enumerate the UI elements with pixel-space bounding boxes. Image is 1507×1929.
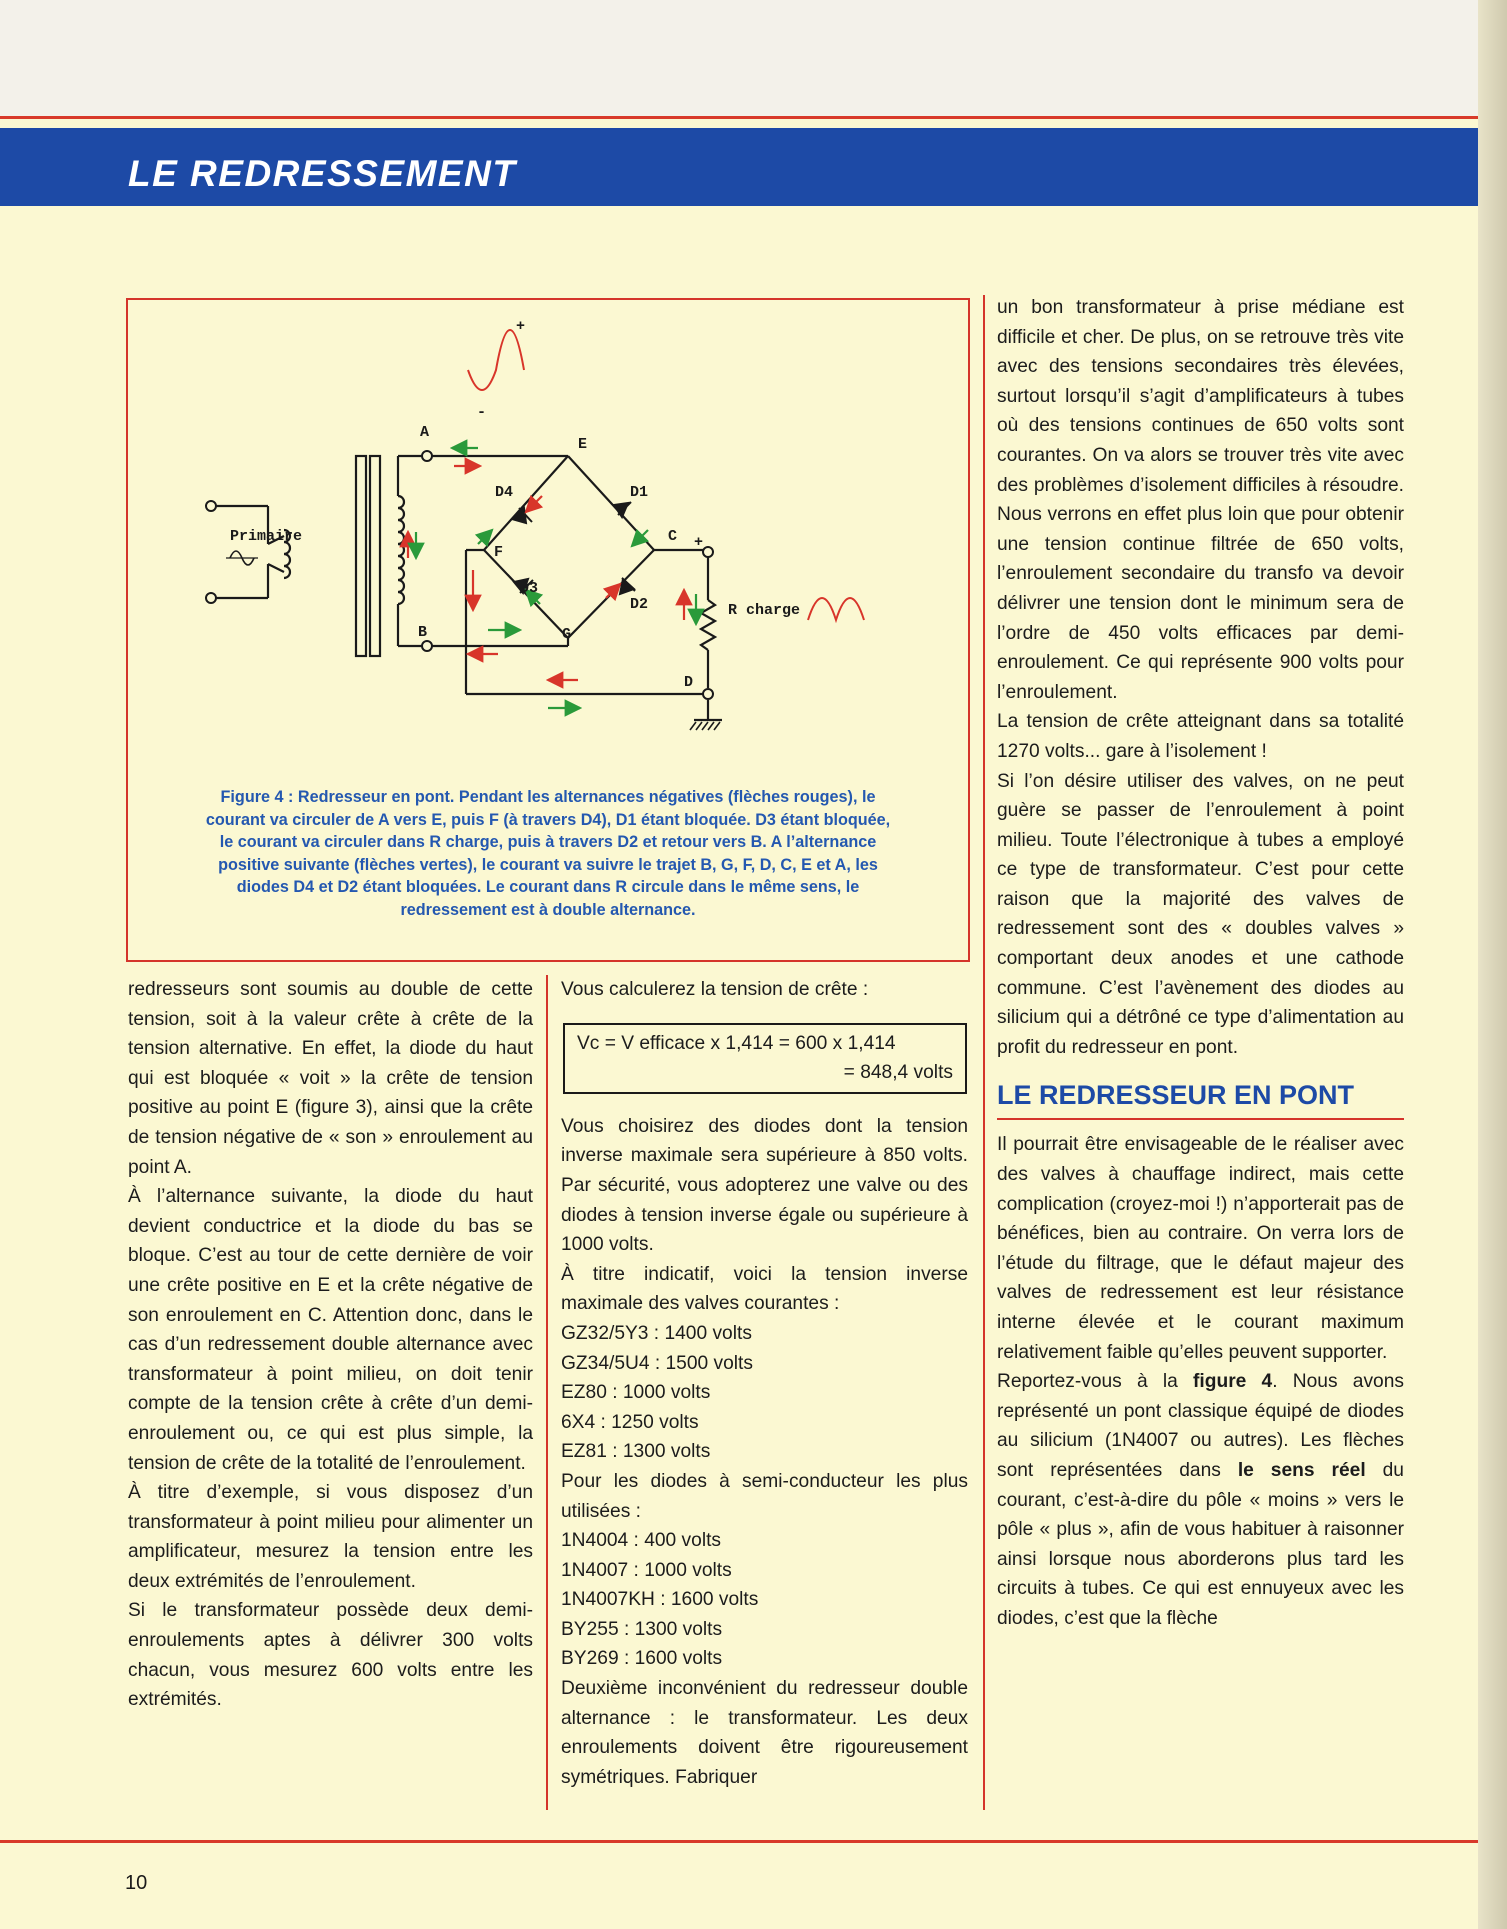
col1-paragraph-4: Si le transformateur possède deux demi-enroulements aptes à délivrer 300 volts chacun, vous mesurez 600 volts entre les extrémités.	[128, 1600, 533, 1711]
page-number: 10	[125, 1872, 148, 1894]
label-e: E	[578, 436, 588, 453]
diode-item: BY269 : 1600 volts	[561, 1648, 723, 1670]
column-divider-2	[983, 295, 985, 1810]
label-d3: D3	[520, 580, 539, 597]
formula-line-2: = 848,4 volts	[843, 1062, 953, 1084]
label-r-charge: R charge	[728, 602, 801, 619]
top-margin	[0, 0, 1507, 118]
emphasis: le sens réel	[1237, 1459, 1366, 1481]
valve-item: EZ81 : 1300 volts	[561, 1441, 711, 1463]
column-1	[128, 975, 533, 1715]
diode-item: BY255 : 1300 volts	[561, 1618, 723, 1640]
label-primaire: Primaire	[230, 528, 303, 545]
column-divider-1	[546, 975, 548, 1810]
diode-item: 1N4007 : 1000 volts	[561, 1559, 732, 1581]
crest-voltage-formula	[563, 1023, 967, 1094]
text-run: . Nous avons représenté un pont classique équipé de diodes au silicium (1N4007 ou autres). Les flèches sont représentées dans	[997, 1371, 1404, 1481]
col1-paragraph-1: redresseurs sont soumis au double de cette tension, soit à la valeur crête à crête de la tension alternative. En effet, la diode du haut qui est bloquée « voit » la crête de tension positive au point E (figure 3), ainsi que la crête de tension négative de « son » enroulement au point A.	[128, 979, 533, 1178]
col1-paragraph-3: À titre d’exemple, si vous disposez d’un transformateur à point milieu pour alimenter un amplificateur, mesurez la tension entre les deux extrémités de l’enroulement.	[128, 1482, 533, 1592]
label-plus-c: +	[694, 534, 704, 551]
col2-paragraph-3: Pour les diodes à semi-conducteur les plus utilisées :	[561, 1470, 968, 1522]
bottom-red-rule	[0, 1840, 1507, 1843]
page-title: LE REDRESSEMENT	[128, 153, 517, 194]
figure-reference: figure 4	[1193, 1371, 1273, 1393]
input-sine-wave	[468, 330, 524, 390]
label-minus-top: -	[477, 404, 487, 421]
col1-paragraph-2: À l’alternance suivante, la diode du haut devient conductrice et la diode du bas se bloque. C’est au tour de cette dernière de voir une crête positive en E et la crête négative de son enroulement en C. Attention donc, dans le cas d’un redressement double alternance avec transformateur à point milieu, on doit tenir compte de la tension crête à crête d’un demi-enroulement ou, ce qui est plus simple, la tension de crête de la totalité de l’enroulement.	[128, 1186, 533, 1474]
col3-paragraph-1: un bon transformateur à prise médiane est difficile et cher. De plus, on se retrouve très vite avec des tensions secondaires très élevées, surtout lorsqu’il s’agit d’amplificateurs à tubes où des tensions continues de 650 volts sont courantes. On va alors se trouver très vite avec des problèmes d’isolement difficiles à résoudre. Nous verrons en effet plus loin que pour obtenir une tension continue filtrée de 650 volts, l’enroulement secondaire du transfo va devoir délivrer une tension dont le minimum sera de l’ordre de 450 volts efficaces par demi-enroulement. Ce qui représente 900 volts pour l’enroulement.	[997, 297, 1404, 703]
section-heading: LE REDRESSEUR EN PONT	[997, 1078, 1404, 1120]
valve-item: 6X4 : 1250 volts	[561, 1411, 699, 1433]
top-red-rule	[0, 116, 1507, 119]
formula-line-1: Vc = V efficace x 1,414 = 600 x 1,414	[577, 1032, 896, 1054]
col3-paragraph-2: La tension de crête atteignant dans sa totalité 1270 volts... gare à l’isolement !	[997, 711, 1404, 762]
rectified-wave	[808, 598, 864, 620]
column-2	[561, 975, 968, 1792]
col2-paragraph-4: Deuxième inconvénient du redresseur double alternance : le transformateur. Les deux enroulements doivent être rigoureusement symétriques. Fabriquer	[561, 1678, 968, 1788]
page-edge-shadow	[1478, 0, 1507, 1929]
formula-intro: Vous calculerez la tension de crête :	[561, 979, 869, 1000]
diode-item: 1N4004 : 400 volts	[561, 1530, 722, 1552]
col2-paragraph-2: À titre indicatif, voici la tension inverse maximale des valves courantes :	[561, 1263, 968, 1315]
col2-paragraph-1: Vous choisirez des diodes dont la tension inverse maximale sera supérieure à 850 volts. Par sécurité, vous adopterez une valve ou des diodes à tension inverse égale ou supérieure à 1000 volts.	[561, 1115, 968, 1256]
valve-item: EZ80 : 1000 volts	[561, 1382, 711, 1404]
label-d1: D1	[630, 484, 649, 501]
col3-paragraph-3: Si l’on désire utiliser des valves, on ne peut guère se passer de l’enroulement à point milieu. Toute l’électronique à tubes a employé ce type de transformateur. C’est pour cette raison que la majorité des valves de redressement sont des « doubles valves » comportant deux anodes et une cathode commune. C’est l’avènement des diodes au silicium qui a détrôné ce type d’alimentation au profit du redresseur en pont.	[997, 770, 1404, 1058]
text-run: du courant, c’est-à-dire du pôle « moins » vers le pôle « plus », afin de vous habituer à raisonner ainsi lorsque nous aborderons plus tard les circuits à tubes. Ce qui est ennuyeux avec les diodes, c’est que la flèche	[997, 1459, 1404, 1629]
valve-item: GZ32/5Y3 : 1400 volts	[561, 1322, 752, 1344]
label-g: G	[562, 626, 572, 643]
figure-caption: Figure 4 : Redresseur en pont. Pendant les alternances négatives (flèches rouges), le courant va circuler de A vers E, puis F (à travers D4), D1 étant bloquée. D3 étant bloquée, le courant va circuler dans R charge, puis à travers D2 et retour vers B. A l’alternance positive suivante (flèches vertes), le courant va suivre le trajet B, G, F, D, C, E et A, les diodes D4 et D2 étant bloquées. Le courant dans R circule dans le même sens, le redressement est à double alternance.	[205, 788, 891, 919]
text-run: Reportez-vous à la	[997, 1371, 1194, 1393]
col3-paragraph-5	[997, 1367, 1404, 1633]
label-b: B	[418, 624, 428, 641]
valve-item: GZ34/5U4 : 1500 volts	[561, 1352, 753, 1374]
column-3	[997, 293, 1404, 1634]
col3-paragraph-4: Il pourrait être envisageable de le réaliser avec des valves à chauffage indirect, mais cette complication (croyez-moi !) n’apporterait pas de bénéfices, bien au contraire. On verra lors de l’étude du filtrage, que le défaut majeur des valves de redressement est leur résistance interne élevée et le courant maximum relativement faible qu’elles peuvent supporter.	[997, 1134, 1404, 1363]
label-d4: D4	[495, 484, 514, 501]
diode-item: 1N4007KH : 1600 volts	[561, 1589, 759, 1611]
label-d2: D2	[630, 596, 649, 613]
label-c: C	[668, 528, 678, 545]
label-f: F	[494, 544, 504, 561]
figure-4	[126, 298, 970, 962]
label-d: D	[684, 674, 694, 691]
label-a: A	[420, 424, 430, 441]
label-plus-top: +	[516, 318, 526, 335]
